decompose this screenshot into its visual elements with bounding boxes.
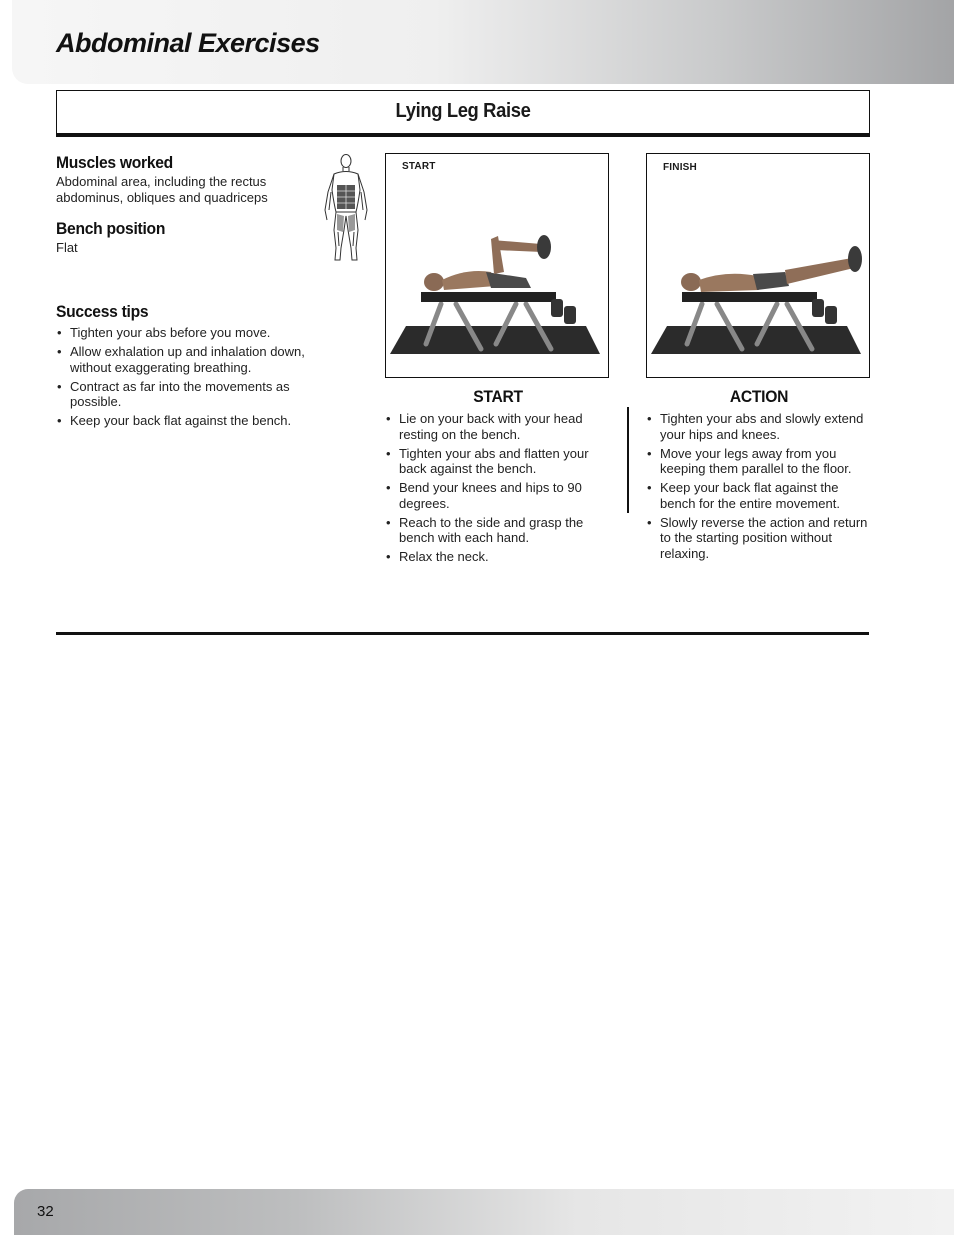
finish-pose-illustration [647,154,869,376]
finish-photo-label: FINISH [663,162,697,173]
finish-photo [646,153,870,378]
muscles-worked-text [56,174,306,206]
anatomy-figure-icon [320,152,372,264]
start-steps-list [385,411,613,568]
start-heading: START [473,387,523,406]
action-heading: ACTION [729,387,789,406]
start-photo [385,153,609,378]
list-item: • Keep your back flat against the bench for the entire movement. [646,480,876,511]
muscles-worked-heading: Muscles worked [56,153,173,172]
bench-position-text: Flat [56,240,78,255]
bench-position-heading: Bench position [56,219,166,238]
list-item: • Tighten your abs and flatten your back against the bench. [385,446,613,477]
exercise-title-box [56,90,870,137]
action-steps-list [646,411,876,565]
start-photo-label: START [402,161,436,172]
page-title: Abdominal Exercises [56,28,320,58]
exercise-title: Lying Leg Raise [395,100,531,122]
footer-band [14,1189,954,1235]
list-item: • Contract as far into the movements as possible. [56,379,316,410]
list-item: • Relax the neck. [385,549,613,565]
list-item: • Allow exhalation up and inhalation down, without exaggerating breathing. [56,344,316,375]
list-item: • Keep your back flat against the bench. [56,413,316,429]
success-tips-heading: Success tips [56,302,149,321]
muscles-worked-text-line-1: Abdominal area, including the rectus [56,174,267,189]
start-pose-illustration [386,154,608,376]
success-tips-list [56,325,316,432]
list-item: • Move your legs away from you keeping them parallel to the floor. [646,446,876,477]
list-item: • Slowly reverse the action and return to the starting position without relaxing. [646,515,876,562]
page-number: 32 [37,1203,54,1220]
section-rule [56,632,869,635]
list-item: • Tighten your abs and slowly extend your hips and knees. [646,411,876,442]
muscles-worked-text-line-2: abdominus, obliques and quadriceps [56,190,268,205]
list-item: • Reach to the side and grasp the bench with each hand. [385,515,613,546]
list-item: • Tighten your abs before you move. [56,325,316,341]
column-divider [627,407,629,513]
list-item: • Lie on your back with your head resting on the bench. [385,411,613,442]
list-item: • Bend your knees and hips to 90 degrees. [385,480,613,511]
